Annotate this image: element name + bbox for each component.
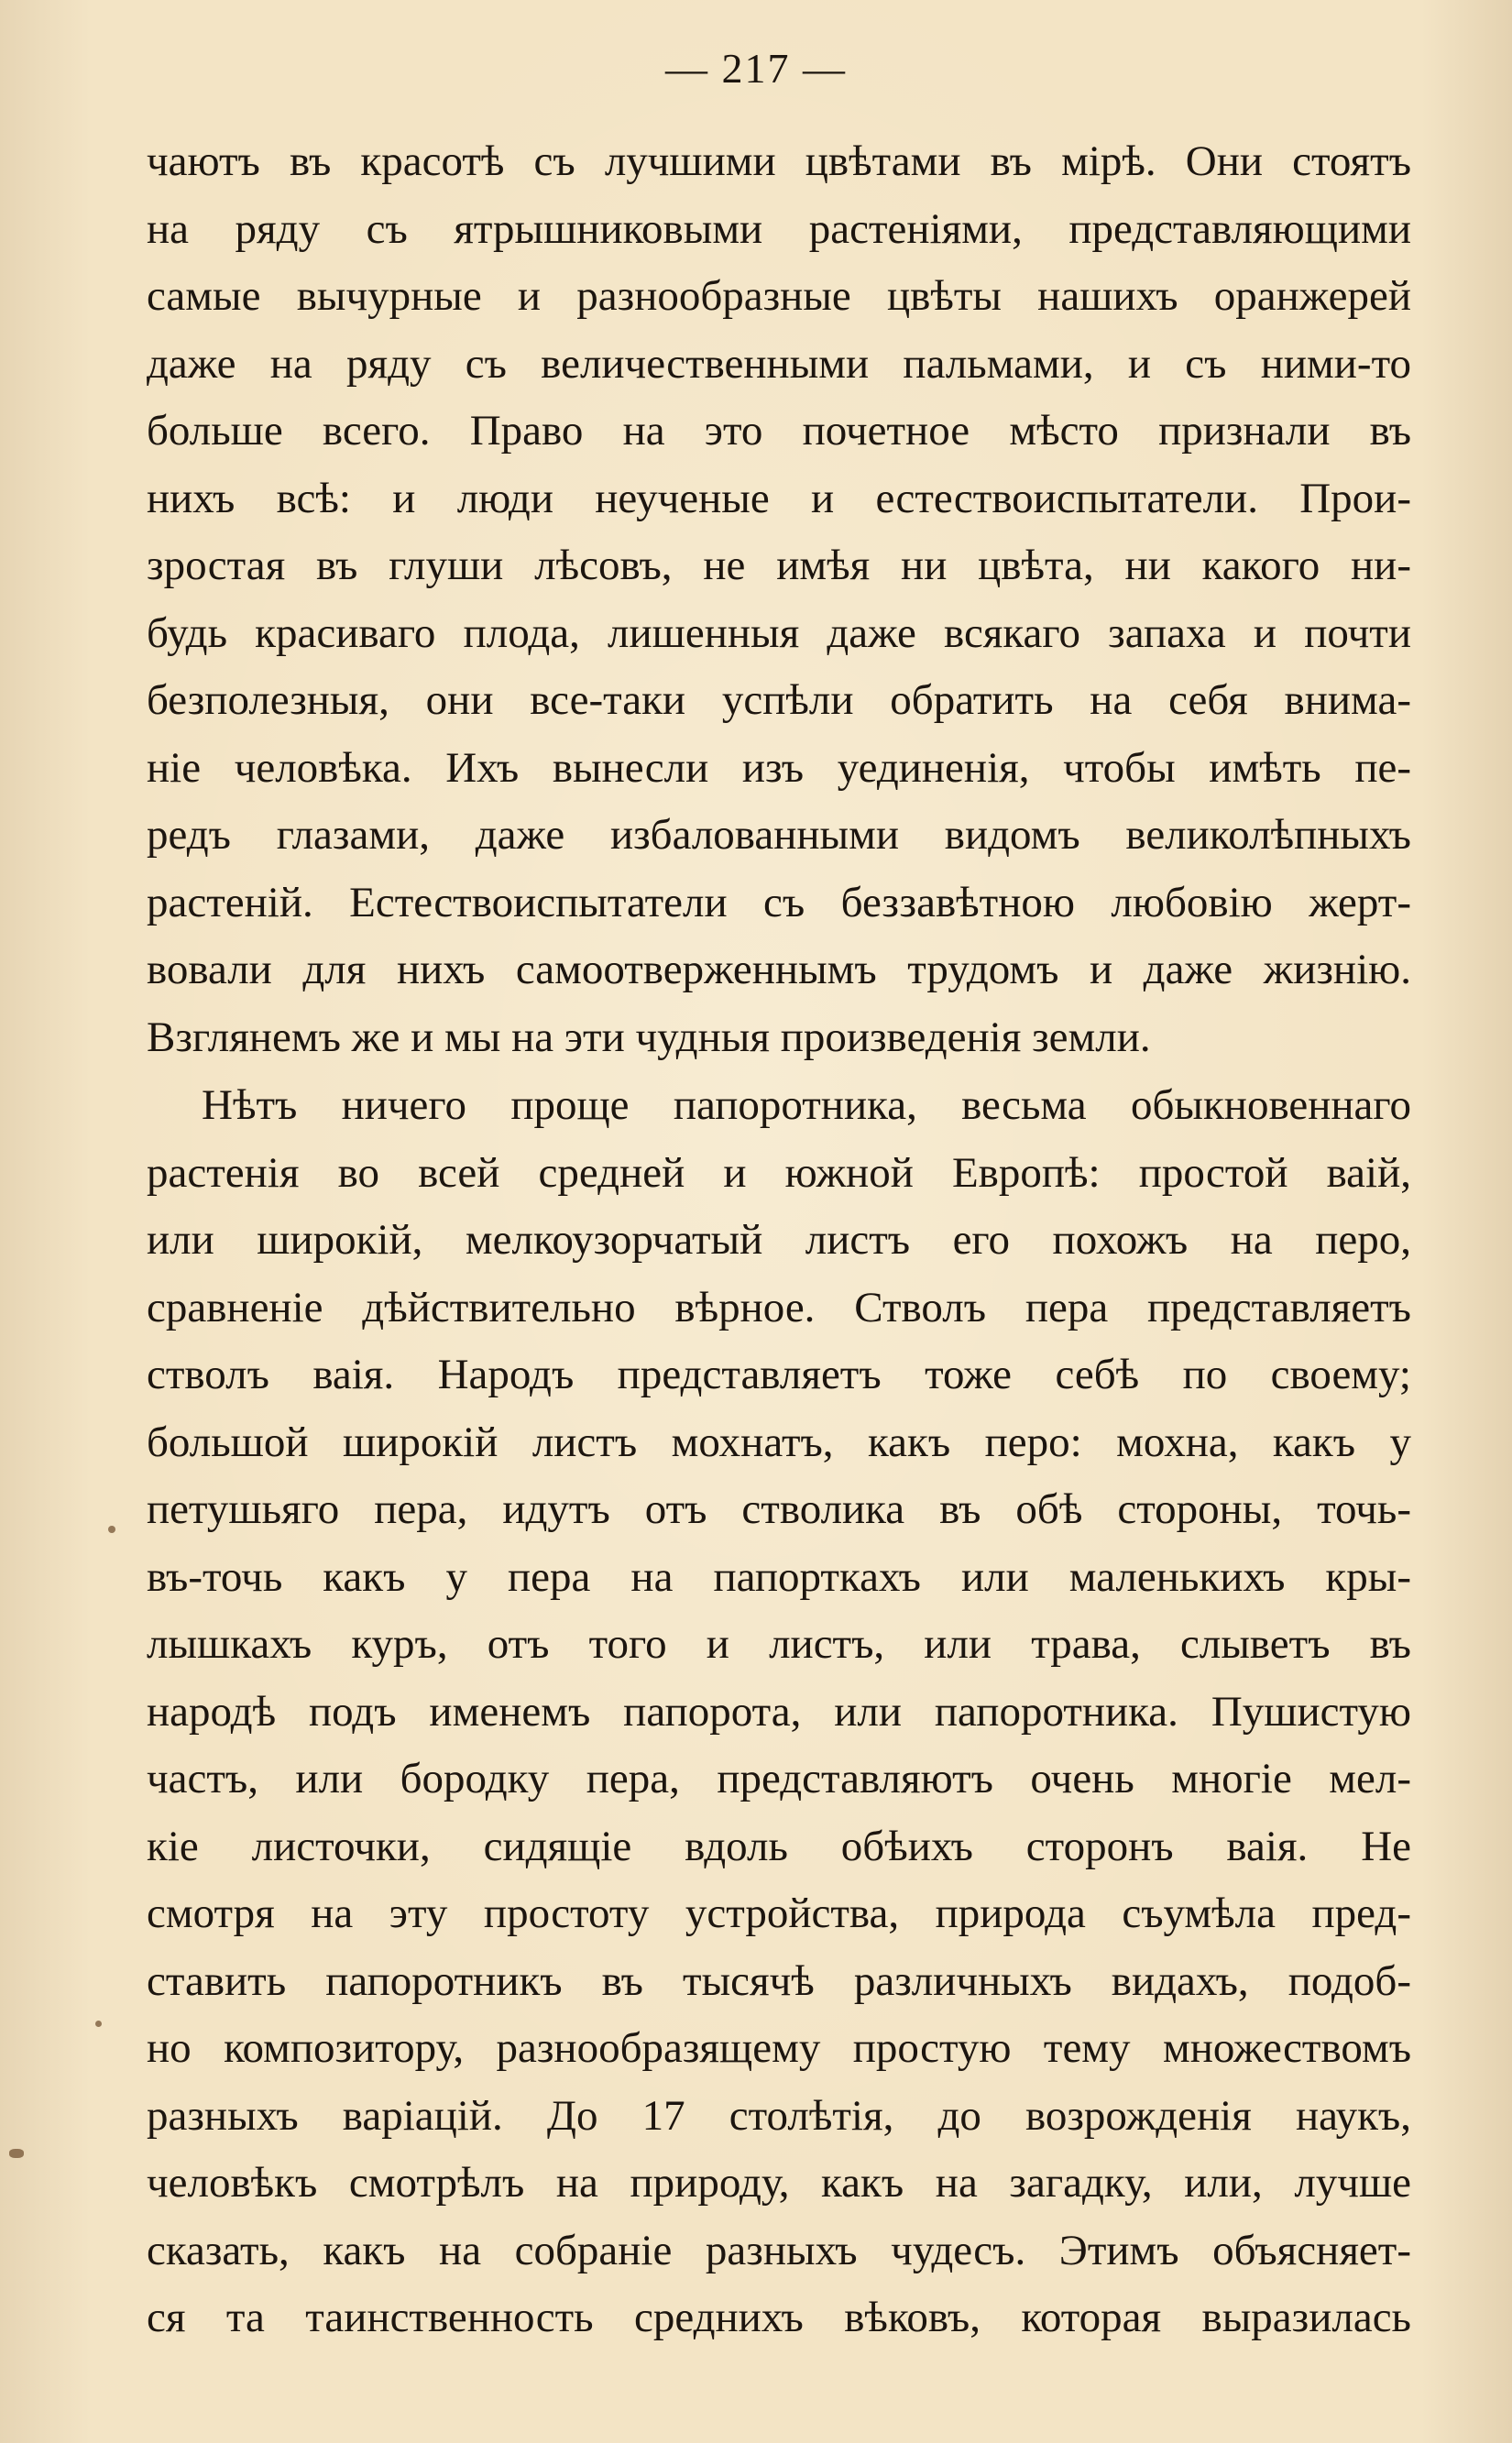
text-line: петушьяго пера, идутъ отъ стволика въ обѣ стороны, точь- [147, 1485, 1411, 1533]
text-line: вовали для нихъ самоотверженнымъ трудомъ и даже жизнію. [147, 946, 1411, 993]
paragraph-2 [147, 1072, 1411, 2352]
text-line: ставить папоротникъ въ тысячѣ различныхъ видахъ, подоб- [147, 1956, 1411, 2005]
text-line: но композитору, разнообразящему простую тему множествомъ [147, 2024, 1411, 2072]
text-line: растенія во всей средней и южной Европѣ: простой ваій, [147, 1148, 1411, 1197]
text-line: разныхъ варіацій. До 17 столѣтія, до возрожденія наукъ, [147, 2091, 1411, 2140]
text-line: частъ, или бородку пера, представляютъ очень многіе мел- [147, 1755, 1411, 1802]
text-line: нихъ всѣ: и люди неученые и естествоиспытатели. Прои- [147, 474, 1411, 522]
text-line: большой широкій листъ мохнатъ, какъ перо: мохна, какъ у [147, 1418, 1411, 1466]
text-line: народѣ подъ именемъ папорота, или папоротника. Пушистую [147, 1687, 1411, 1736]
text-line: Нѣтъ ничего проще папоротника, весьма обыкновеннаго [202, 1081, 1411, 1129]
text-line: сравненіе дѣйствительно вѣрное. Стволъ пера представляетъ [147, 1283, 1411, 1331]
ink-spot [9, 2149, 24, 2158]
text-line: самые вычурные и разнообразные цвѣты нашихъ оранжерей [147, 272, 1411, 320]
text-line: ніе человѣка. Ихъ вынесли изъ уединенія, чтобы имѣть пе- [147, 743, 1411, 792]
text-line: смотря на эту простоту устройства, природа съумѣла пред- [147, 1890, 1411, 1937]
text-line: больше всего. Право на это почетное мѣсто признали въ [147, 407, 1411, 455]
text-line: зростая въ глуши лѣсовъ, не имѣя ни цвѣта, ни какого ни- [147, 542, 1411, 589]
text-line: кіе листочки, сидящіе вдоль обѣихъ сторонъ ваія. Не [147, 1822, 1411, 1870]
text-line: на ряду съ ятрышниковыми растеніями, представляющими [147, 204, 1411, 253]
ink-spot [95, 2021, 102, 2027]
text-line: въ-точь какъ у пера на папорткахъ или маленькихъ кры- [147, 1552, 1411, 1601]
text-line: Взглянемъ же и мы на эти чудныя произведенія земли. [147, 1013, 1151, 1061]
text-line: растеній. Естествоиспытатели съ беззавѣтною любовію жерт- [147, 878, 1411, 926]
text-line: стволъ ваія. Народъ представляетъ тоже себѣ по своему; [147, 1351, 1411, 1398]
text-line: редъ глазами, даже избалованными видомъ великолѣпныхъ [147, 811, 1411, 859]
text-line: будь красиваго плода, лишенныя даже всякаго запаха и почти [147, 608, 1411, 657]
text-line: сказать, какъ на собраніе разныхъ чудесъ. Этимъ объясняет- [147, 2226, 1411, 2274]
text-line: ся та таинственность среднихъ вѣковъ, которая выразилась [147, 2294, 1411, 2341]
text-line: безполезныя, они все-таки успѣли обратить на себя внима- [147, 676, 1411, 724]
text-line: или широкій, мелкоузорчатый листъ его похожъ на перо, [147, 1216, 1411, 1264]
ink-spot [108, 1526, 115, 1533]
paragraph-1 [147, 128, 1411, 1071]
text-line: человѣкъ смотрѣлъ на природу, какъ на загадку, или, лучше [147, 2159, 1411, 2207]
text-line: даже на ряду съ величественными пальмами, и съ ними-то [147, 339, 1411, 388]
page-number: — 217 — [665, 45, 847, 92]
text-line: лышкахъ куръ, отъ того и листъ, или трава, слыветъ въ [147, 1620, 1411, 1668]
text-line: чаютъ въ красотѣ съ лучшими цвѣтами въ мірѣ. Они стоятъ [147, 137, 1411, 185]
